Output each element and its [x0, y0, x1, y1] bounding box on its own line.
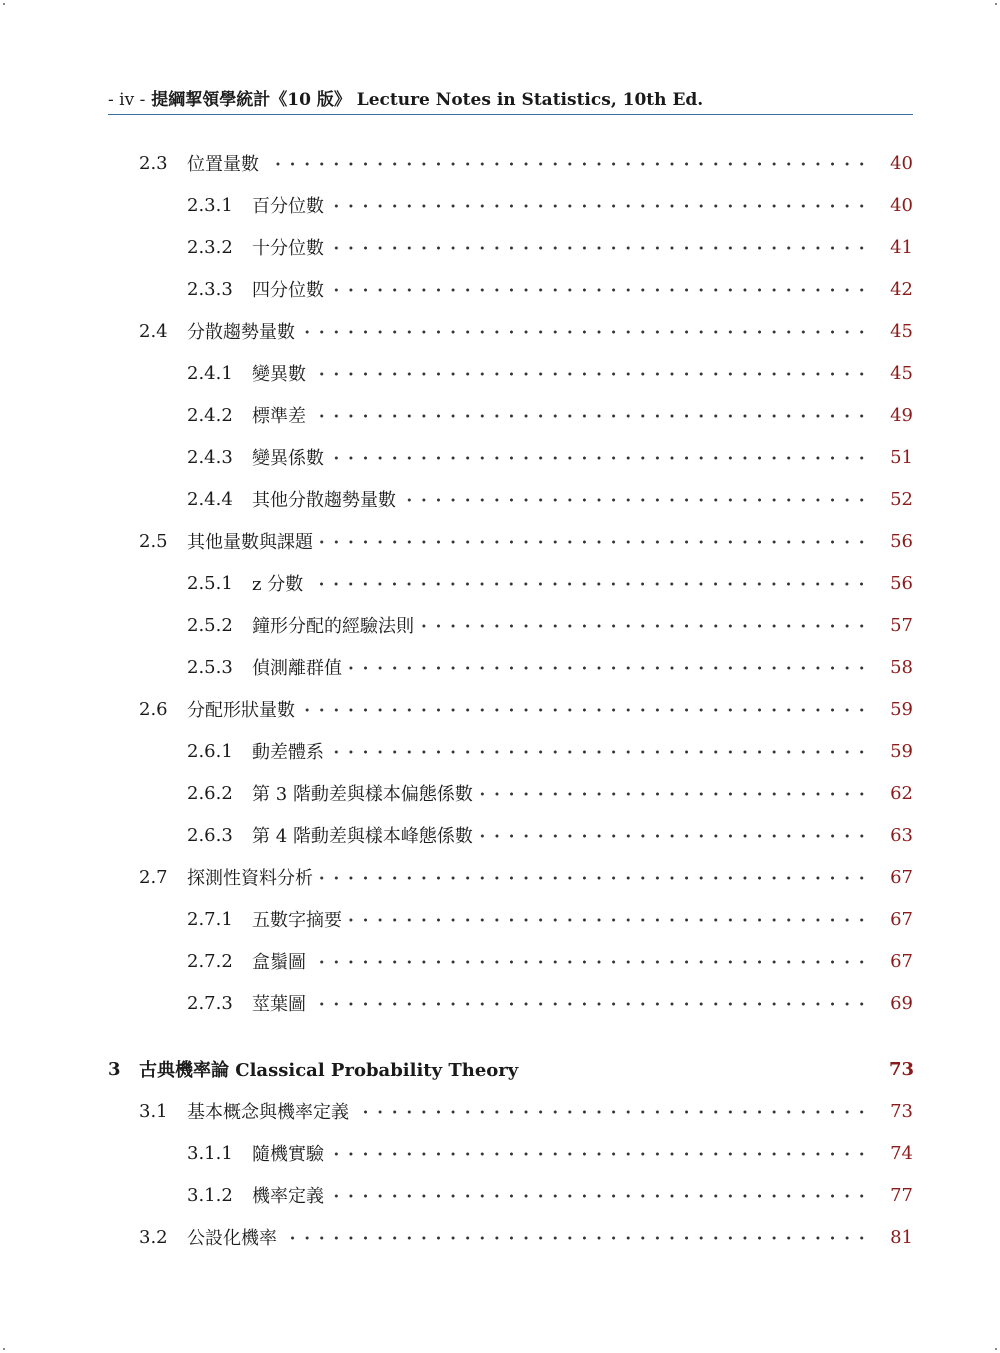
toc-entry-number: 2.5.1 [187, 572, 233, 594]
toc-entry-number: 2.3.2 [187, 236, 233, 258]
toc-page-number[interactable]: 52 [890, 488, 913, 510]
toc-entry-number: 3.1.1 [187, 1142, 233, 1164]
running-title: 提綱挈領學統計《10 版》 Lecture Notes in Statistics, 10th Ed. [151, 90, 704, 110]
toc-entry-title: 隨機實驗 [252, 1144, 324, 1165]
toc-entry-subsection[interactable] [187, 275, 913, 303]
toc-dot-leader [283, 1223, 869, 1251]
toc-page-number[interactable]: 73 [889, 1058, 915, 1080]
toc-entry-title: 分配形狀量數 [187, 700, 295, 721]
toc-entry-title: 位置量數 [187, 154, 259, 175]
toc-entry-section[interactable] [139, 863, 913, 891]
toc-entry-subsection[interactable] [187, 443, 913, 471]
toc-entry-number: 2.3 [139, 152, 168, 174]
toc-entry-number: 2.3.3 [187, 278, 233, 300]
toc-entry-subsection[interactable] [187, 569, 913, 597]
toc-page-number[interactable]: 41 [890, 236, 913, 258]
toc-entry-number: 2.7.3 [187, 992, 233, 1014]
toc-page-number[interactable]: 56 [890, 572, 913, 594]
toc-entry-title: 標準差 [252, 406, 306, 427]
toc-entry-subsection[interactable] [187, 233, 913, 261]
toc-page-number[interactable]: 45 [890, 320, 913, 342]
toc-dot-leader [319, 863, 869, 891]
toc-page-number[interactable]: 62 [890, 782, 913, 804]
toc-entry-subsection[interactable] [187, 191, 913, 219]
toc-entry-subsection[interactable] [187, 611, 913, 639]
toc-page-number[interactable]: 74 [890, 1142, 913, 1164]
toc-entry-subsection[interactable] [187, 485, 913, 513]
toc-entry-number: 3.1 [139, 1100, 168, 1122]
toc-entry-title: 變異數 [252, 364, 306, 385]
toc-dot-leader [330, 275, 869, 303]
toc-entry-subsection[interactable] [187, 905, 913, 933]
toc-dot-leader [330, 443, 869, 471]
toc-dot-leader [420, 611, 869, 639]
toc-entry-title: 機率定義 [252, 1186, 324, 1207]
toc-dot-leader [330, 1181, 869, 1209]
toc-entry-title: 第 3 階動差與樣本偏態係數 [252, 784, 473, 805]
toc-dot-leader [355, 1097, 869, 1125]
toc-dot-leader [330, 737, 869, 765]
toc-dot-leader [312, 401, 869, 429]
toc-dot-leader [301, 695, 869, 723]
toc-entry-number: 3 [108, 1058, 121, 1080]
toc-page-number[interactable]: 45 [890, 362, 913, 384]
toc-entry-title: 四分位數 [252, 280, 324, 301]
toc-entry-number: 2.6.3 [187, 824, 233, 846]
toc-page-number[interactable]: 69 [890, 992, 913, 1014]
toc-dot-leader [312, 359, 869, 387]
toc-page-number[interactable]: 73 [890, 1100, 913, 1122]
toc-entry-chapter[interactable] [108, 1055, 913, 1083]
toc-entry-subsection[interactable] [187, 821, 913, 849]
toc-page-number[interactable]: 67 [890, 908, 913, 930]
toc-entry-subsection[interactable] [187, 401, 913, 429]
toc-entry-number: 2.7.1 [187, 908, 233, 930]
toc-entry-title: 第 4 階動差與樣本峰態係數 [252, 826, 473, 847]
toc-entry-subsection[interactable] [187, 989, 913, 1017]
toc-entry-title: 百分位數 [252, 196, 324, 217]
toc-page-number[interactable]: 59 [890, 740, 913, 762]
toc-entry-title: 十分位數 [252, 238, 324, 259]
toc-entry-title: 探測性資料分析 [187, 868, 313, 889]
toc-entry-title: 古典機率論 Classical Probability Theory [139, 1060, 519, 1081]
page-number-label: - iv - [108, 90, 146, 110]
toc-page-number[interactable]: 67 [890, 866, 913, 888]
toc-entry-number: 2.7 [139, 866, 168, 888]
toc-entry-subsection[interactable] [187, 779, 913, 807]
toc-entry-title: 莖葉圖 [252, 994, 306, 1015]
toc-entry-title: 其他分散趨勢量數 [252, 490, 396, 511]
toc-page-number[interactable]: 59 [890, 698, 913, 720]
toc-dot-leader [309, 569, 869, 597]
toc-entry-title: 分散趨勢量數 [187, 322, 295, 343]
toc-entry-number: 2.4.4 [187, 488, 233, 510]
toc-entry-title: 變異係數 [252, 448, 324, 469]
toc-dot-leader [479, 779, 869, 807]
toc-entry-section[interactable] [139, 1223, 913, 1251]
toc-entry-subsection[interactable] [187, 737, 913, 765]
toc-dot-leader [330, 191, 869, 219]
toc-entry-subsection[interactable] [187, 947, 913, 975]
toc-entry-number: 2.5 [139, 530, 168, 552]
toc-entry-number: 2.6.2 [187, 782, 233, 804]
toc-entry-number: 2.6.1 [187, 740, 233, 762]
toc-page-number[interactable]: 63 [890, 824, 913, 846]
toc-page-number[interactable]: 40 [890, 152, 913, 174]
toc-dot-leader [348, 905, 869, 933]
toc-dot-leader [402, 485, 869, 513]
toc-entry-section[interactable] [139, 1097, 913, 1125]
toc-dot-leader [265, 149, 869, 177]
toc-entry-number: 3.2 [139, 1226, 168, 1248]
toc-entry-section[interactable] [139, 527, 913, 555]
toc-dot-leader [301, 317, 869, 345]
toc-page-number[interactable]: 77 [890, 1184, 913, 1206]
toc-entry-number: 2.6 [139, 698, 168, 720]
toc-dot-leader [330, 1139, 869, 1167]
toc-page-number[interactable]: 67 [890, 950, 913, 972]
toc-page-number[interactable]: 56 [890, 530, 913, 552]
toc-entry-number: 2.5.3 [187, 656, 233, 678]
toc-entry-title: 公設化機率 [187, 1228, 277, 1249]
toc-entry-number: 2.4.2 [187, 404, 233, 426]
toc-page-number[interactable]: 42 [890, 278, 913, 300]
toc-dot-leader [330, 233, 869, 261]
toc-entry-number: 2.4 [139, 320, 168, 342]
toc-page-number[interactable]: 40 [890, 194, 913, 216]
toc-entry-number: 2.5.2 [187, 614, 233, 636]
toc-entry-title: 其他量數與課題 [187, 532, 313, 553]
toc-entry-title: z 分數 [252, 574, 304, 595]
toc-dot-leader [479, 821, 869, 849]
toc-entry-title: 五數字摘要 [252, 910, 342, 931]
toc-entry-section[interactable] [139, 149, 913, 177]
toc-dot-leader [319, 527, 869, 555]
toc-dot-leader [312, 989, 869, 1017]
toc-entry-title: 動差體系 [252, 742, 324, 763]
toc-entry-subsection[interactable] [187, 1139, 913, 1167]
toc-entry-subsection[interactable] [187, 653, 913, 681]
toc-entry-section[interactable] [139, 317, 913, 345]
toc-entry-title: 偵測離群值 [252, 658, 342, 679]
toc-entry-number: 2.4.1 [187, 362, 233, 384]
toc-dot-leader [312, 947, 869, 975]
toc-entry-section[interactable] [139, 695, 913, 723]
toc-entry-number: 2.7.2 [187, 950, 233, 972]
toc-entry-title: 基本概念與機率定義 [187, 1102, 349, 1123]
toc-entry-subsection[interactable] [187, 359, 913, 387]
toc-entry-title: 盒鬚圖 [252, 952, 306, 973]
toc-entry-title: 鐘形分配的經驗法則 [252, 616, 414, 637]
toc-entry-number: 2.3.1 [187, 194, 233, 216]
toc-page-number[interactable]: 57 [890, 614, 913, 636]
toc-entry-number: 2.4.3 [187, 446, 233, 468]
toc-entry-number: 3.1.2 [187, 1184, 233, 1206]
toc-page-number[interactable]: 58 [890, 656, 913, 678]
toc-entry-subsection[interactable] [187, 1181, 913, 1209]
toc-dot-leader [348, 653, 869, 681]
toc-page-number[interactable]: 51 [890, 446, 913, 468]
toc-page-number[interactable]: 81 [890, 1226, 913, 1248]
toc-page-number[interactable]: 49 [890, 404, 913, 426]
